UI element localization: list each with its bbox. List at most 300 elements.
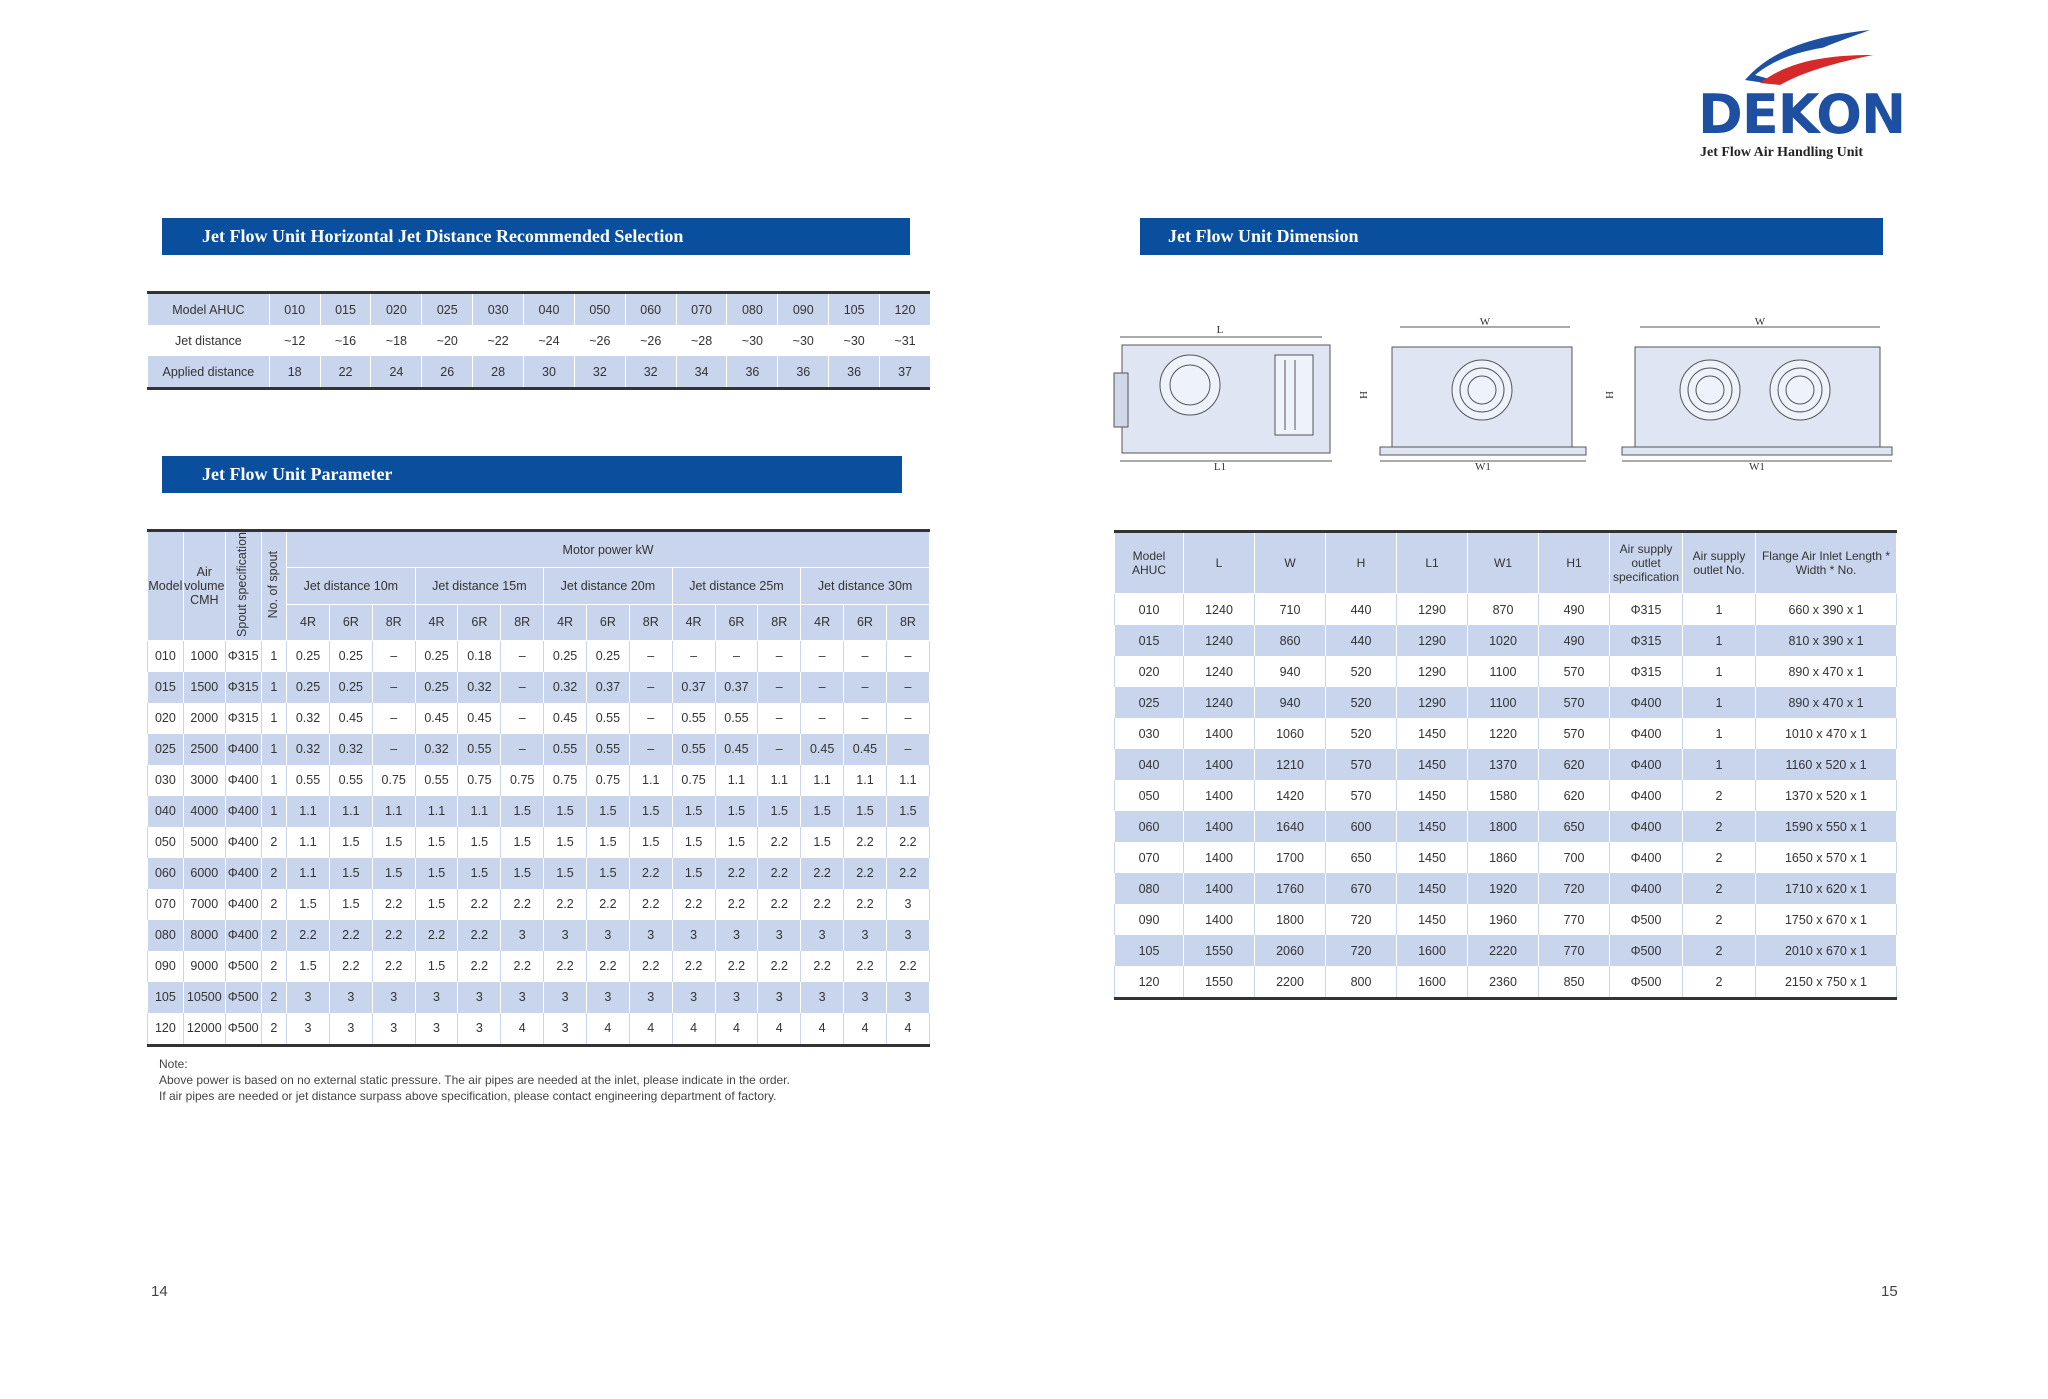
table-cell: Φ500 xyxy=(225,982,261,1013)
table-cell: 1000 xyxy=(183,640,225,672)
table-cell: 3 xyxy=(287,982,330,1013)
table-cell: 1400 xyxy=(1184,904,1255,935)
table-cell: 0.32 xyxy=(287,734,330,765)
table-cell: 3 xyxy=(544,920,587,951)
table-cell: 0.55 xyxy=(672,734,715,765)
table-cell: 0.75 xyxy=(501,765,544,796)
table-cell: 3 xyxy=(586,920,629,951)
table-cell: 10500 xyxy=(183,982,225,1013)
table-cell: 1.5 xyxy=(586,827,629,858)
table-cell: 015 xyxy=(320,293,371,326)
table-cell: 2150 x 750 x 1 xyxy=(1756,966,1897,999)
table-cell: 2 xyxy=(261,951,287,982)
table-cell: 020 xyxy=(371,293,422,326)
table-cell: 090 xyxy=(778,293,829,326)
table-cell: – xyxy=(501,672,544,703)
header-row-count: 8R xyxy=(629,604,672,640)
table-cell: 2 xyxy=(261,920,287,951)
section-title-dimension: Jet Flow Unit Dimension xyxy=(1140,218,1883,255)
table-cell: 2.2 xyxy=(458,889,501,920)
table-cell: 1010 x 470 x 1 xyxy=(1756,718,1897,749)
table-cell: 1710 x 620 x 1 xyxy=(1756,873,1897,904)
table-cell: 0.25 xyxy=(287,640,330,672)
table-cell: 1580 xyxy=(1468,780,1539,811)
table-cell: 050 xyxy=(574,293,625,326)
table-cell: 2 xyxy=(1683,935,1756,966)
header-jet-distance: Jet distance 15m xyxy=(415,568,544,604)
table-row xyxy=(148,356,931,389)
table-cell: 2.2 xyxy=(544,889,587,920)
table-cell: 0.45 xyxy=(801,734,844,765)
header-row-count: 6R xyxy=(329,604,372,640)
table-cell: 2.2 xyxy=(801,951,844,982)
table-cell: 570 xyxy=(1539,718,1610,749)
table-cell: ~30 xyxy=(829,325,880,356)
table-cell: 860 xyxy=(1255,625,1326,656)
table-cell: 0.55 xyxy=(544,734,587,765)
table-cell: 3 xyxy=(629,982,672,1013)
table-cell: 0.32 xyxy=(415,734,458,765)
table-cell: Φ500 xyxy=(1610,935,1683,966)
table-cell: 105 xyxy=(1115,935,1184,966)
table-cell: Φ500 xyxy=(225,951,261,982)
table-cell: 1.5 xyxy=(415,827,458,858)
header-row-count: 4R xyxy=(287,604,330,640)
unit-dimension-drawing xyxy=(1110,315,1900,470)
table-cell: 2.2 xyxy=(629,889,672,920)
table-cell: 2.2 xyxy=(886,951,929,982)
table-cell: Φ400 xyxy=(1610,780,1683,811)
table-cell: 3 xyxy=(287,1013,330,1046)
table-cell: 3 xyxy=(801,982,844,1013)
header-cell: Air supply outlet No. xyxy=(1683,532,1756,594)
table-cell: 1800 xyxy=(1468,811,1539,842)
table-cell: 12000 xyxy=(183,1013,225,1046)
note-line-1: Above power is based on no external static pressure. The air pipes are needed at the inlet, please indicate in the order. xyxy=(159,1073,790,1087)
table-cell: 2.2 xyxy=(758,827,801,858)
label-H-2: H xyxy=(1603,391,1615,399)
table-cell: 2.2 xyxy=(372,920,415,951)
logo-text: DEKON xyxy=(1698,83,1906,146)
table-cell: 1600 xyxy=(1397,935,1468,966)
table-cell: – xyxy=(715,640,758,672)
table-row xyxy=(148,889,930,920)
table-cell: 2 xyxy=(261,1013,287,1046)
table-cell: 1240 xyxy=(1184,687,1255,718)
table-cell: 0.25 xyxy=(586,640,629,672)
table-cell: 36 xyxy=(778,356,829,389)
table-row xyxy=(1115,966,1897,999)
table-cell: Φ400 xyxy=(1610,749,1683,780)
table-cell: 720 xyxy=(1326,935,1397,966)
table-cell: 1.1 xyxy=(329,796,372,827)
table-cell: 1.5 xyxy=(672,827,715,858)
table-cell: 2.2 xyxy=(458,920,501,951)
table-cell: 1210 xyxy=(1255,749,1326,780)
table-cell: 1.5 xyxy=(544,796,587,827)
table-cell: 3 xyxy=(801,920,844,951)
table-cell: Φ400 xyxy=(1610,873,1683,904)
table-cell: 2.2 xyxy=(329,951,372,982)
table-cell: Φ315 xyxy=(1610,625,1683,656)
table-cell: 940 xyxy=(1255,687,1326,718)
table-cell: 1960 xyxy=(1468,904,1539,935)
table-cell: 2 xyxy=(1683,873,1756,904)
table-cell: 1 xyxy=(1683,656,1756,687)
table-cell: – xyxy=(372,703,415,734)
table-row xyxy=(1115,625,1897,656)
header-air-volume: Air volume CMH xyxy=(183,531,225,641)
table-cell: 1.5 xyxy=(715,796,758,827)
table-cell: 1450 xyxy=(1397,904,1468,935)
table-cell: 0.75 xyxy=(458,765,501,796)
table-cell: ~22 xyxy=(473,325,524,356)
table-cell: 2.2 xyxy=(544,951,587,982)
front-view-single-outlet xyxy=(1357,316,1586,470)
table-cell: 3 xyxy=(544,982,587,1013)
table-cell: Φ500 xyxy=(225,1013,261,1046)
table-cell: – xyxy=(758,640,801,672)
table-cell: 1550 xyxy=(1184,966,1255,999)
table-cell: – xyxy=(758,672,801,703)
table-cell: 1.5 xyxy=(501,858,544,889)
table-cell: 2 xyxy=(1683,811,1756,842)
table-cell: 3 xyxy=(672,982,715,1013)
table-row xyxy=(1115,687,1897,718)
table-cell: 1 xyxy=(1683,718,1756,749)
table-cell: 9000 xyxy=(183,951,225,982)
table-cell: 3 xyxy=(458,982,501,1013)
table-cell: 0.45 xyxy=(544,703,587,734)
table-cell: 1.5 xyxy=(586,796,629,827)
table-cell: 0.25 xyxy=(287,672,330,703)
label-L1: L1 xyxy=(1213,461,1227,470)
table-row xyxy=(148,640,930,672)
table-cell: 490 xyxy=(1539,625,1610,656)
table-cell: 24 xyxy=(371,356,422,389)
table-cell: 3 xyxy=(586,982,629,1013)
header-row-count: 6R xyxy=(715,604,758,640)
table-cell: 4 xyxy=(886,1013,929,1046)
table-cell: 1450 xyxy=(1397,780,1468,811)
table-cell: 2.2 xyxy=(586,951,629,982)
table-cell: 1.1 xyxy=(629,765,672,796)
table-cell: Φ400 xyxy=(225,796,261,827)
table-cell: 32 xyxy=(625,356,676,389)
table-cell: 0.25 xyxy=(415,640,458,672)
table-cell: 3 xyxy=(629,920,672,951)
table-cell: 1450 xyxy=(1397,718,1468,749)
table-cell: 940 xyxy=(1255,656,1326,687)
table-cell: 2.2 xyxy=(801,889,844,920)
table-cell: 3 xyxy=(329,982,372,1013)
table-row xyxy=(148,951,930,982)
table-cell: 1590 x 550 x 1 xyxy=(1756,811,1897,842)
table-cell: 070 xyxy=(148,889,184,920)
table-cell: 770 xyxy=(1539,904,1610,935)
table-cell: 3 xyxy=(844,920,887,951)
table-row xyxy=(1115,780,1897,811)
header-row-count: 4R xyxy=(544,604,587,640)
table-cell: 060 xyxy=(148,858,184,889)
table-cell: 0.25 xyxy=(329,672,372,703)
table-cell: 010 xyxy=(269,293,320,326)
table-cell: 0.55 xyxy=(586,703,629,734)
table-cell: 0.32 xyxy=(287,703,330,734)
table-cell: – xyxy=(844,703,887,734)
row-label: Applied distance xyxy=(148,356,270,389)
table-cell: 105 xyxy=(829,293,880,326)
table-cell: 36 xyxy=(727,356,778,389)
table-cell: 3 xyxy=(886,982,929,1013)
table-row xyxy=(1115,904,1897,935)
table-cell: – xyxy=(886,640,929,672)
table-cell: – xyxy=(501,734,544,765)
table-cell: 120 xyxy=(1115,966,1184,999)
table-row xyxy=(148,920,930,951)
table-cell: 3 xyxy=(886,920,929,951)
table-cell: 2220 xyxy=(1468,935,1539,966)
table-cell: 1750 x 670 x 1 xyxy=(1756,904,1897,935)
table-cell: 3 xyxy=(715,920,758,951)
table-cell: – xyxy=(372,734,415,765)
table-cell: 3 xyxy=(372,1013,415,1046)
table-cell: 1220 xyxy=(1468,718,1539,749)
table-cell: Φ400 xyxy=(225,920,261,951)
table-cell: 850 xyxy=(1539,966,1610,999)
table-cell: 1.5 xyxy=(287,951,330,982)
table-cell: 050 xyxy=(1115,780,1184,811)
table-cell: 4 xyxy=(801,1013,844,1046)
table-cell: 1240 xyxy=(1184,656,1255,687)
table-row xyxy=(148,827,930,858)
table-cell: 620 xyxy=(1539,780,1610,811)
table-cell: 3 xyxy=(758,920,801,951)
table-cell: 1.5 xyxy=(458,827,501,858)
table-cell: 0.37 xyxy=(586,672,629,703)
table-cell: 0.37 xyxy=(715,672,758,703)
table-cell: 4 xyxy=(586,1013,629,1046)
table-cell: 080 xyxy=(727,293,778,326)
table-cell: 1700 xyxy=(1255,842,1326,873)
table-cell: 090 xyxy=(1115,904,1184,935)
table-row xyxy=(148,734,930,765)
header-row-count: 6R xyxy=(586,604,629,640)
table-cell: 2 xyxy=(261,827,287,858)
label-W: W xyxy=(1479,316,1491,328)
table-cell: 3000 xyxy=(183,765,225,796)
header-motor-power: Motor power kW xyxy=(287,531,930,568)
table-cell: – xyxy=(886,703,929,734)
table-cell: 700 xyxy=(1539,842,1610,873)
label-H: H xyxy=(1357,391,1369,399)
table-cell: 2.2 xyxy=(329,920,372,951)
header-cell: Model AHUC xyxy=(1115,532,1184,594)
table-cell: 18 xyxy=(269,356,320,389)
table-cell: 2.2 xyxy=(458,951,501,982)
table-cell: 1 xyxy=(261,640,287,672)
table-cell: 1.5 xyxy=(329,827,372,858)
table-cell: 2 xyxy=(261,889,287,920)
table-cell: 3 xyxy=(886,889,929,920)
table-cell: 1650 x 570 x 1 xyxy=(1756,842,1897,873)
table-cell: ~24 xyxy=(524,325,575,356)
table-cell: 1160 x 520 x 1 xyxy=(1756,749,1897,780)
header-cell: W1 xyxy=(1468,532,1539,594)
table-cell: – xyxy=(758,734,801,765)
table-cell: 1.5 xyxy=(672,796,715,827)
section-title-jet-distance: Jet Flow Unit Horizontal Jet Distance Recommended Selection xyxy=(162,218,910,255)
table-cell: 1.5 xyxy=(415,889,458,920)
table-cell: Φ315 xyxy=(225,640,261,672)
table-cell: 37 xyxy=(880,356,930,389)
table-row xyxy=(148,703,930,734)
table-cell: 025 xyxy=(422,293,473,326)
table-cell: 2 xyxy=(1683,966,1756,999)
table-cell: 0.55 xyxy=(672,703,715,734)
table-cell: ~30 xyxy=(778,325,829,356)
table-cell: ~26 xyxy=(625,325,676,356)
table-cell: 1100 xyxy=(1468,687,1539,718)
table-cell: 1.5 xyxy=(801,827,844,858)
table-cell: 1.5 xyxy=(329,858,372,889)
table-cell: – xyxy=(801,672,844,703)
table-cell: 2200 xyxy=(1255,966,1326,999)
table-row xyxy=(1115,594,1897,626)
table-cell: Φ500 xyxy=(1610,966,1683,999)
table-cell: 710 xyxy=(1255,594,1326,626)
table-cell: 1.1 xyxy=(715,765,758,796)
table-cell: 0.55 xyxy=(415,765,458,796)
table-cell: 0.25 xyxy=(415,672,458,703)
table-cell: 650 xyxy=(1539,811,1610,842)
table-cell: 1.5 xyxy=(586,858,629,889)
table-cell: 1400 xyxy=(1184,811,1255,842)
table-cell: 4 xyxy=(501,1013,544,1046)
table-cell: 010 xyxy=(1115,594,1184,626)
table-cell: 2.2 xyxy=(372,951,415,982)
table-cell: 4 xyxy=(758,1013,801,1046)
table-cell: – xyxy=(501,703,544,734)
table-cell: 7000 xyxy=(183,889,225,920)
table-cell: 0.45 xyxy=(715,734,758,765)
table-cell: ~20 xyxy=(422,325,473,356)
header-jet-distance: Jet distance 30m xyxy=(801,568,930,604)
header-jet-distance: Jet distance 10m xyxy=(287,568,416,604)
table-cell: 2 xyxy=(1683,842,1756,873)
table-cell: 6000 xyxy=(183,858,225,889)
table-cell: 1760 xyxy=(1255,873,1326,904)
table-cell: 1640 xyxy=(1255,811,1326,842)
table-row xyxy=(148,796,930,827)
table-cell: 520 xyxy=(1326,718,1397,749)
table-cell: Φ400 xyxy=(1610,811,1683,842)
table-cell: 4000 xyxy=(183,796,225,827)
table-cell: Φ400 xyxy=(225,765,261,796)
table-cell: 3 xyxy=(844,982,887,1013)
table-cell: 2.2 xyxy=(501,951,544,982)
table-cell: 0.45 xyxy=(329,703,372,734)
table-cell: 0.45 xyxy=(415,703,458,734)
table-cell: Φ400 xyxy=(1610,718,1683,749)
table-cell: 0.25 xyxy=(544,640,587,672)
table-cell: 520 xyxy=(1326,687,1397,718)
table-cell: Φ400 xyxy=(225,734,261,765)
label-W-2: W xyxy=(1754,316,1766,328)
table-cell: 1100 xyxy=(1468,656,1539,687)
table-cell: 1 xyxy=(1683,594,1756,626)
table-cell: 1 xyxy=(1683,749,1756,780)
table-cell: 440 xyxy=(1326,625,1397,656)
table-cell: 030 xyxy=(148,765,184,796)
header-cell: L1 xyxy=(1397,532,1468,594)
table-cell: – xyxy=(629,734,672,765)
table-cell: 1 xyxy=(261,765,287,796)
label-L: L xyxy=(1216,324,1224,336)
table-cell: 2.2 xyxy=(287,920,330,951)
table-row xyxy=(1115,718,1897,749)
table-cell: Φ400 xyxy=(225,858,261,889)
table-cell: 1.5 xyxy=(801,796,844,827)
header-row-count: 6R xyxy=(844,604,887,640)
table-cell: 1.1 xyxy=(886,765,929,796)
table-cell: 2.2 xyxy=(672,951,715,982)
front-view-double-outlet xyxy=(1603,316,1892,470)
parameter-table xyxy=(147,529,930,1047)
header-row-count: 6R xyxy=(458,604,501,640)
table-row xyxy=(148,672,930,703)
table-row xyxy=(148,325,931,356)
table-cell: 1400 xyxy=(1184,780,1255,811)
section-title-parameter: Jet Flow Unit Parameter xyxy=(162,456,902,493)
table-cell: ~31 xyxy=(880,325,930,356)
table-cell: 1060 xyxy=(1255,718,1326,749)
table-cell: 1.5 xyxy=(886,796,929,827)
table-cell: 1.5 xyxy=(372,858,415,889)
table-cell: 1.5 xyxy=(672,858,715,889)
note xyxy=(159,1056,919,1104)
table-cell: 0.45 xyxy=(844,734,887,765)
note-line-2: If air pipes are needed or jet distance surpass above specification, please contact engineering department of factory. xyxy=(159,1089,777,1103)
table-cell: 2500 xyxy=(183,734,225,765)
table-cell: 890 x 470 x 1 xyxy=(1756,687,1897,718)
table-cell: 015 xyxy=(148,672,184,703)
table-cell: 520 xyxy=(1326,656,1397,687)
table-cell: 1.5 xyxy=(372,827,415,858)
table-cell: 890 x 470 x 1 xyxy=(1756,656,1897,687)
table-cell: Φ400 xyxy=(225,827,261,858)
table-row xyxy=(1115,749,1897,780)
table-cell: 1800 xyxy=(1255,904,1326,935)
table-cell: Φ315 xyxy=(1610,656,1683,687)
table-cell: – xyxy=(501,640,544,672)
header-row-count: 8R xyxy=(501,604,544,640)
table-cell: 1450 xyxy=(1397,749,1468,780)
table-cell: 2 xyxy=(1683,904,1756,935)
table-cell: 1 xyxy=(1683,687,1756,718)
table-cell: 1.1 xyxy=(458,796,501,827)
table-cell: 1450 xyxy=(1397,842,1468,873)
table-cell: 1.5 xyxy=(458,858,501,889)
table-cell: 2.2 xyxy=(886,858,929,889)
table-cell: 28 xyxy=(473,356,524,389)
table-cell: 0.32 xyxy=(329,734,372,765)
table-cell: 0.25 xyxy=(329,640,372,672)
row-label: Jet distance xyxy=(148,325,270,356)
table-cell: 2.2 xyxy=(715,889,758,920)
table-cell: 1 xyxy=(261,703,287,734)
header-cell: Flange Air Inlet Length * Width * No. xyxy=(1756,532,1897,594)
